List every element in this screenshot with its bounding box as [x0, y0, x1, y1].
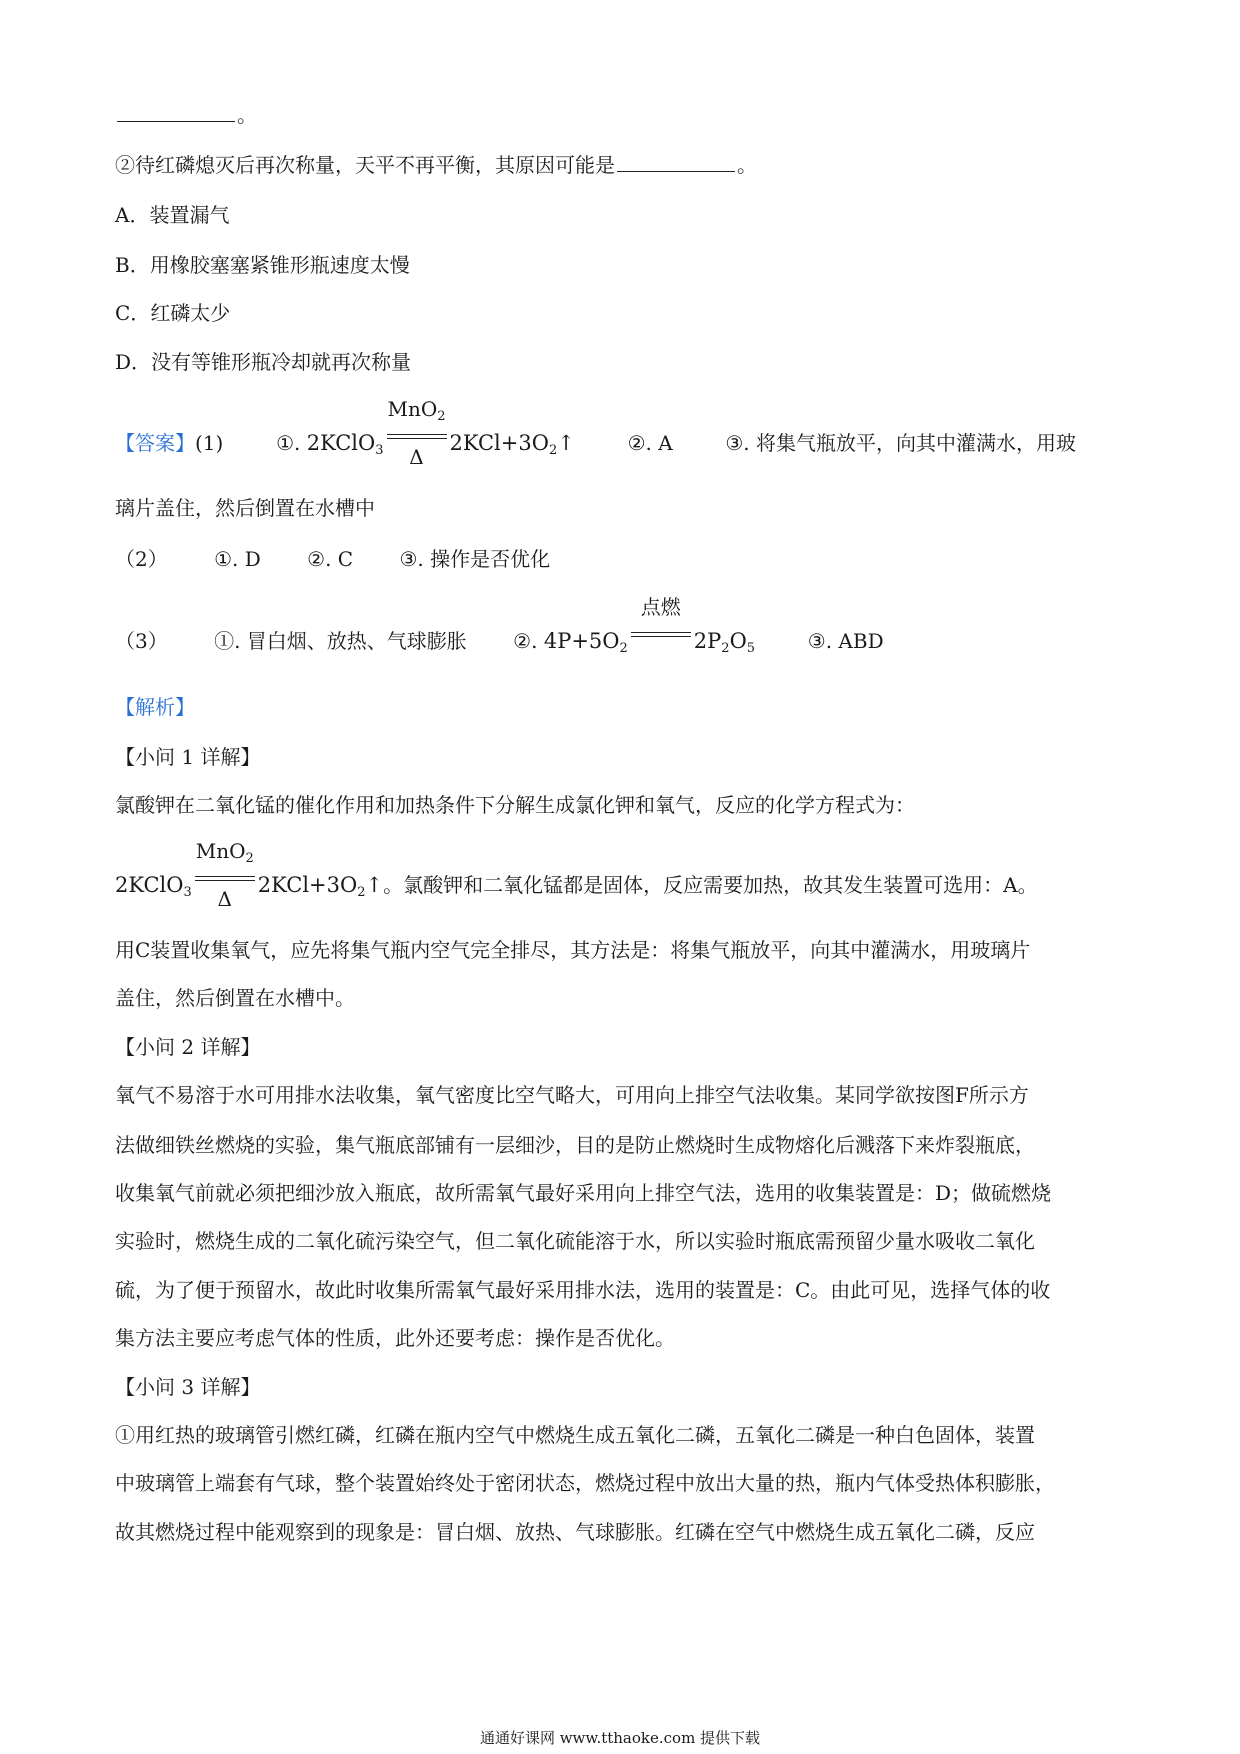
analysis-text: 硫，为了便于预留水，故此时收集所需氧气最好采用排水法，选用的装置是：C。由此可见，选择气体的收 [115, 1278, 1051, 1302]
answer-part-2: （2） ①. D ②. C ③. 操作是否优化 [115, 547, 551, 571]
chemical-equation: $4P+5O_2$ 点燃 $2P_2O_5$ [543, 595, 756, 656]
subquestion-1-title: 【小问 1 详解】 [115, 745, 261, 769]
answer-part-1: 【答案】(1) ①. 2KClO$_3$ MnO$_2$ Δ $2KCl+3O_2↑$ ②. A ③. 将集气瓶放平，向其中灌满水，用玻 [115, 397, 1077, 469]
reaction-condition: MnO$_2$ Δ [195, 839, 254, 911]
chemical-equation: 2KClO$_3$ MnO$_2$ Δ $2KCl+3O_2↑$ [306, 397, 575, 469]
analysis-text: 法做细铁丝燃烧的实验，集气瓶底部铺有一层细沙，目的是防止燃烧时生成物熔化后溅落下来炸裂瓶底， [115, 1133, 1035, 1157]
reaction-condition: MnO$_2$ Δ [387, 397, 446, 469]
analysis-text: 氯酸钾在二氧化锰的催化作用和加热条件下分解生成氯化钾和氧气，反应的化学方程式为： [115, 793, 915, 817]
analysis-text: 盖住，然后倒置在水槽中。 [115, 986, 355, 1010]
answer-part-1-cont: 璃片盖住，然后倒置在水槽中 [115, 496, 375, 520]
option-c: C．红磷太少 [115, 301, 231, 325]
blank-line: 。 [115, 100, 1135, 130]
analysis-label: 【解析】 [115, 695, 195, 719]
analysis-text: 集方法主要应考虑气体的性质，此外还要考虑：操作是否优化。 [115, 1326, 675, 1350]
analysis-text: 中玻璃管上端套有气球，整个装置始终处于密闭状态，燃烧过程中放出大量的热，瓶内气体受热体积膨胀， [115, 1471, 1055, 1495]
analysis-text: 氧气不易溶于水可用排水法收集，氧气密度比空气略大，可用向上排空气法收集。某同学欲按图F所示方 [115, 1083, 1029, 1107]
page-footer: 通通好课网 www.tthaoke.com 提供下载 [479, 1729, 761, 1747]
option-a: A．装置漏气 [115, 203, 230, 227]
analysis-text: 故其燃烧过程中能观察到的现象是：冒白烟、放热、气球膨胀。红磷在空气中燃烧生成五氧化二磷，反应 [115, 1520, 1035, 1544]
answer-label: 【答案】 [115, 431, 195, 455]
option-b: B．用橡胶塞塞紧锥形瓶速度太慢 [115, 253, 410, 277]
analysis-text: ①用红热的玻璃管引燃红磷，红磷在瓶内空气中燃烧生成五氧化二磷，五氧化二磷是一种白色固体，装置 [115, 1423, 1035, 1447]
answer-part-3: （3） ①. 冒白烟、放热、气球膨胀 ②. $4P+5O_2$ 点燃 $2P_2O_5$ ③. ABD [115, 618, 1135, 664]
analysis-text: 实验时，燃烧生成的二氧化硫污染空气，但二氧化硫能溶于水，所以实验时瓶底需预留少量水吸收二氧化 [115, 1229, 1035, 1253]
analysis-text: 用C装置收集氧气，应先将集气瓶内空气完全排尽，其方法是：将集气瓶放平，向其中灌满水，用玻璃片 [115, 938, 1031, 962]
answer-blank [617, 153, 735, 172]
answer-blank [117, 103, 235, 122]
analysis-equation-line: 2KClO$_3$ MnO$_2$ Δ $2KCl+3O_2↑$。氯酸钾和二氧化锰都是固体，反应需要加热，故其发生装置可选用：A。 [115, 839, 1038, 911]
subquestion-3-title: 【小问 3 详解】 [115, 1375, 261, 1399]
subquestion-2-title: 【小问 2 详解】 [115, 1035, 261, 1059]
question-2: ②待红磷熄灭后再次称量，天平不再平衡，其原因可能是 。 [115, 153, 757, 177]
option-d: D．没有等锥形瓶冷却就再次称量 [115, 350, 412, 374]
reaction-condition: 点燃 [629, 618, 693, 648]
analysis-text: 收集氧气前就必须把细沙放入瓶底，故所需氧气最好采用向上排空气法，选用的收集装置是：D；做硫燃烧 [115, 1181, 1052, 1205]
chemical-equation: 2KClO$_3$ MnO$_2$ Δ $2KCl+3O_2↑$ [115, 839, 384, 911]
